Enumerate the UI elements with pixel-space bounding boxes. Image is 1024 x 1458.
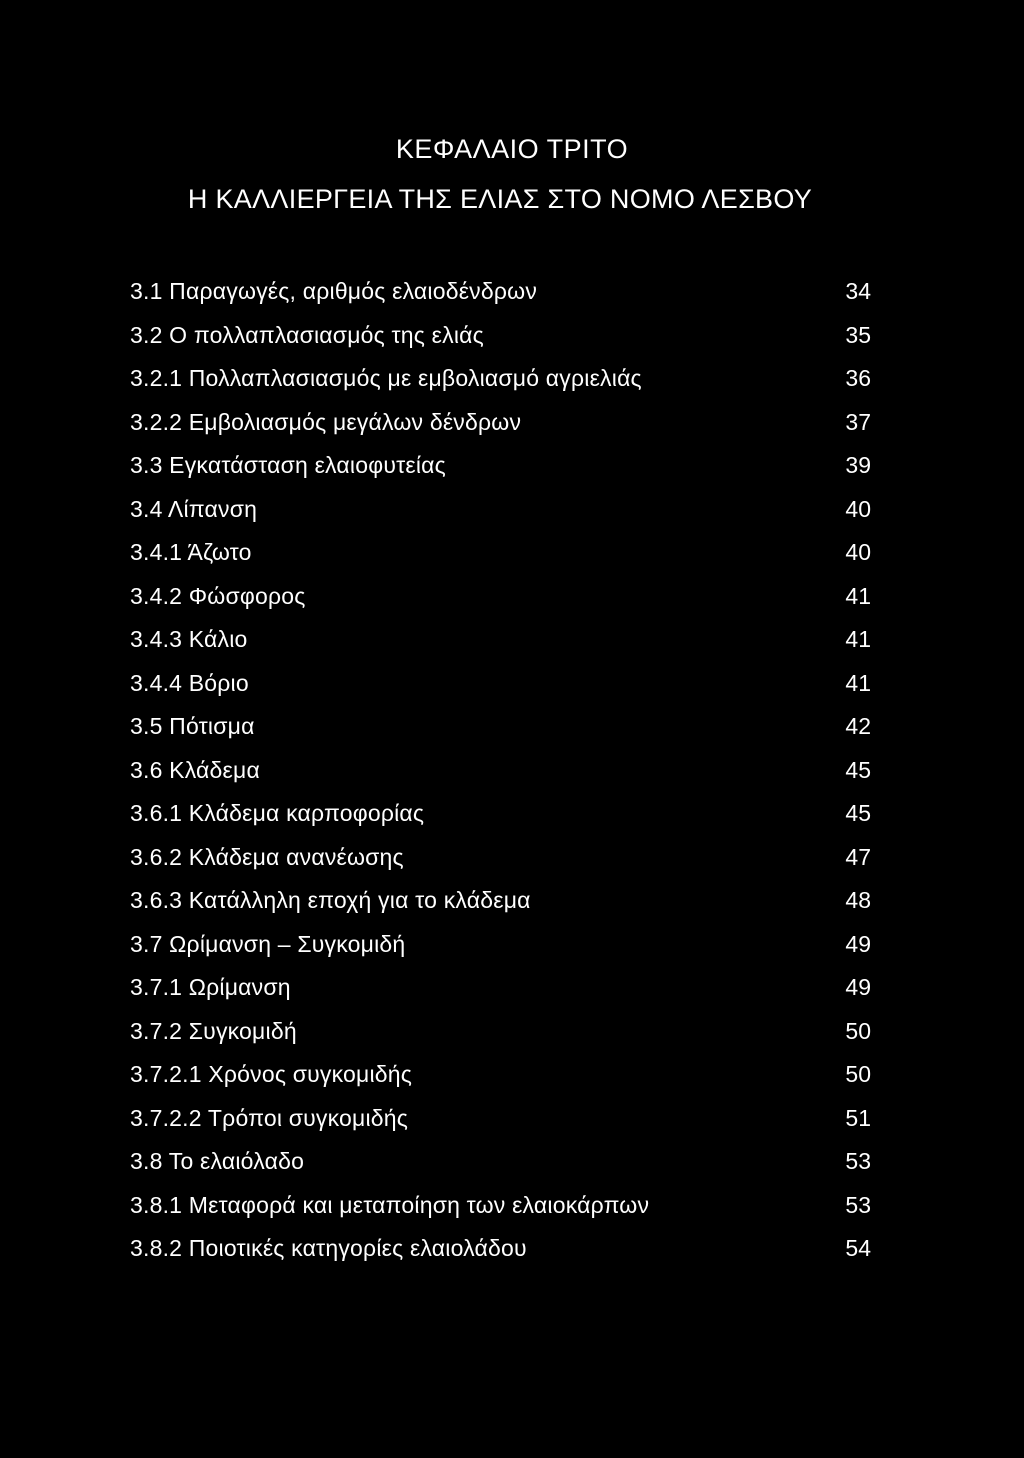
toc-entry	[130, 407, 875, 451]
toc-entry	[130, 537, 875, 581]
toc-entry	[130, 363, 875, 407]
table-of-contents	[130, 276, 875, 1277]
toc-entry	[130, 1146, 875, 1190]
toc-entry	[130, 624, 875, 668]
toc-entry	[130, 885, 875, 929]
toc-entry-page: 39	[845, 452, 871, 478]
toc-entry-page: 45	[845, 756, 871, 783]
toc-entry-label: 3.6.2 Κλάδεμα ανανέωσης	[130, 843, 404, 870]
toc-entry-page: 34	[845, 278, 871, 304]
toc-entry-label: 3.7.2 Συγκομιδή	[130, 1017, 297, 1044]
toc-entry	[130, 1233, 875, 1277]
toc-entry-label: 3.4 Λίπανση	[130, 495, 258, 522]
toc-entry-page: 36	[845, 365, 871, 391]
toc-entry-page: 35	[845, 321, 871, 348]
toc-entry-label: 3.7.1 Ωρίμανση	[130, 974, 291, 1000]
toc-entry-page: 42	[845, 713, 871, 739]
toc-entry-page: 47	[845, 843, 871, 870]
toc-entry	[130, 711, 875, 755]
toc-entry-label: 3.2 Ο πολλαπλασιασμός της ελιάς	[130, 321, 484, 348]
toc-entry-label: 3.4.1 Άζωτο	[130, 539, 252, 565]
toc-entry-label: 3.4.4 Βόριο	[130, 669, 249, 696]
toc-entry-page: 49	[845, 930, 871, 957]
toc-entry-page: 41	[845, 626, 871, 652]
toc-entry-page: 48	[845, 887, 871, 913]
toc-entry-page: 50	[845, 1061, 871, 1087]
toc-entry-label: 3.7 Ωρίμανση – Συγκομιδή	[130, 930, 406, 957]
toc-entry-page: 51	[845, 1104, 871, 1131]
toc-entry-page: 45	[845, 800, 871, 826]
toc-entry	[130, 668, 875, 712]
toc-entry-page: 49	[845, 974, 871, 1000]
toc-entry-label: 3.1 Παραγωγές, αριθμός ελαιοδένδρων	[130, 278, 538, 304]
toc-entry	[130, 842, 875, 886]
toc-entry	[130, 929, 875, 973]
toc-entry	[130, 494, 875, 538]
toc-entry-page: 41	[845, 669, 871, 696]
toc-entry	[130, 320, 875, 364]
toc-entry-page: 40	[845, 539, 871, 565]
toc-entry-page: 50	[845, 1017, 871, 1044]
toc-entry-page: 37	[845, 408, 871, 435]
toc-entry	[130, 755, 875, 799]
toc-entry	[130, 1059, 875, 1103]
toc-entry-page: 53	[845, 1148, 871, 1174]
chapter-label: ΚΕΦΑΛΑΙΟ ΤΡΙΤΟ	[395, 134, 629, 164]
toc-entry-label: 3.4.2 Φώσφορος	[130, 582, 306, 609]
toc-entry-label: 3.8 Το ελαιόλαδο	[130, 1148, 305, 1174]
toc-entry-label: 3.4.3 Κάλιο	[130, 626, 248, 652]
toc-entry-label: 3.8.2 Ποιοτικές κατηγορίες ελαιολάδου	[130, 1235, 527, 1261]
toc-entry-label: 3.5 Πότισμα	[130, 713, 255, 739]
toc-entry	[130, 1190, 875, 1234]
chapter-title: Η ΚΑΛΛΙΕΡΓΕΙΑ ΤΗΣ ΕΛΙΑΣ ΣΤΟ ΝΟΜΟ ΛΕΣΒΟΥ	[187, 184, 813, 214]
toc-entry-label: 3.2.2 Εμβολιασμός μεγάλων δένδρων	[130, 408, 522, 435]
toc-entry-label: 3.7.2.2 Τρόποι συγκομιδής	[130, 1104, 409, 1131]
toc-entry-label: 3.7.2.1 Χρόνος συγκομιδής	[130, 1061, 413, 1087]
toc-entry	[130, 450, 875, 494]
toc-entry-label: 3.8.1 Μεταφορά και μεταποίηση των ελαιοκάρπων	[130, 1191, 650, 1218]
toc-entry-page: 40	[845, 495, 871, 522]
toc-entry	[130, 972, 875, 1016]
toc-entry-label: 3.3 Εγκατάσταση ελαιοφυτείας	[130, 452, 446, 478]
toc-entry-label: 3.6 Κλάδεμα	[130, 756, 260, 783]
toc-entry	[130, 581, 875, 625]
toc-entry-page: 41	[845, 582, 871, 609]
toc-entry	[130, 798, 875, 842]
toc-entry-page: 54	[845, 1235, 871, 1261]
toc-entry-label: 3.6.1 Κλάδεμα καρποφορίας	[130, 800, 425, 826]
toc-entry	[130, 276, 875, 320]
toc-entry	[130, 1103, 875, 1147]
toc-entry-label: 3.2.1 Πολλαπλασιασμός με εμβολιασμό αγριελιάς	[130, 365, 642, 391]
toc-entry-page: 53	[845, 1191, 871, 1218]
toc-entry	[130, 1016, 875, 1060]
toc-entry-label: 3.6.3 Κατάλληλη εποχή για το κλάδεμα	[130, 887, 531, 913]
